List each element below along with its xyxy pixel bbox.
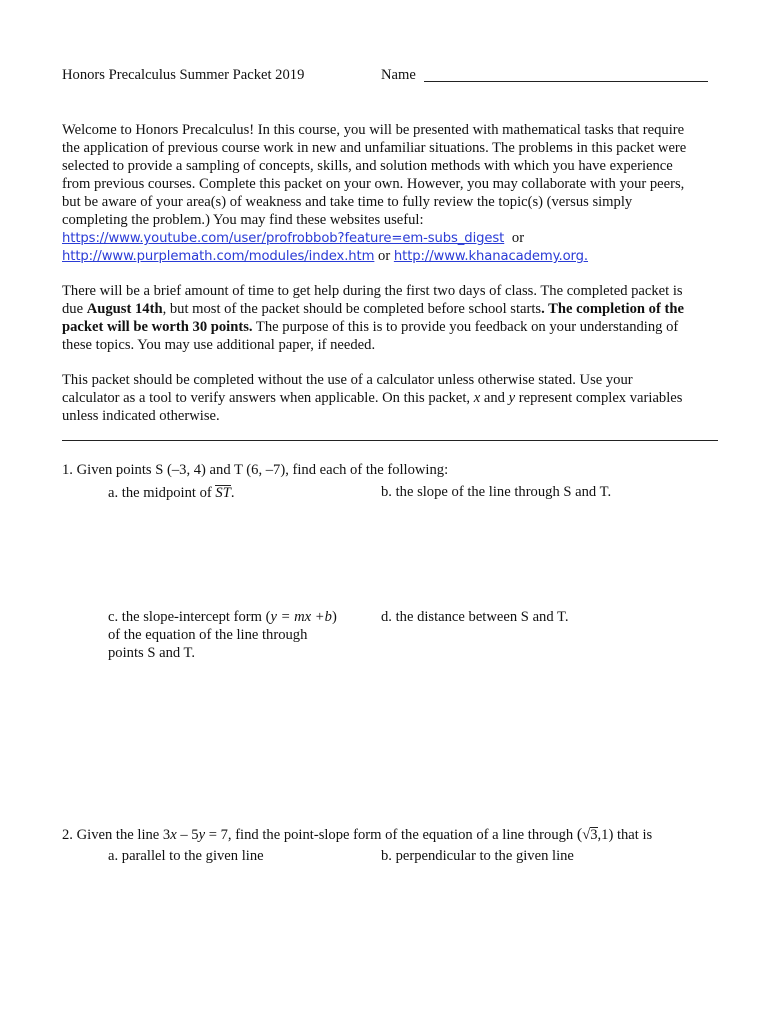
or-text: or — [378, 248, 391, 264]
text-span: = 7, find the point-slope form of the equation of a line through — [205, 827, 577, 843]
point-close: ,1) — [597, 827, 614, 843]
paragraph-line: There will be a brief amount of time to get help during the first two days of class. The completed packet is — [62, 283, 683, 299]
question-2-stem — [62, 826, 652, 844]
links-line-1 — [62, 229, 524, 248]
text-span: c. the slope-intercept form ( — [108, 609, 271, 625]
sqrt-sign: √ — [582, 827, 591, 843]
text-span: – 5 — [176, 827, 199, 843]
point-open: ( — [576, 826, 583, 843]
text-span: represent complex variables — [515, 390, 683, 406]
question-1b[interactable]: b. the slope of the line through S and T. — [381, 484, 612, 500]
paragraph-line — [62, 389, 682, 407]
intro-line: from previous courses. Complete this packet on your own. However, you may collaborate with your peers, — [62, 176, 685, 192]
purplemath-link[interactable]: http://www.purplemath.com/modules/index.htm — [62, 249, 375, 264]
youtube-link[interactable]: https://www.youtube.com/user/profrobbob?feature=em-subs_digest — [62, 231, 505, 246]
text-span: , but most of the packet should be completed before school starts — [162, 301, 542, 317]
paragraph-line: these topics. You may use additional paper, if needed. — [62, 337, 376, 353]
text-span: and — [480, 390, 509, 406]
text-span: . — [230, 485, 235, 501]
or-text: or — [511, 230, 525, 246]
packet-title: Honors Precalculus Summer Packet 2019 — [62, 67, 305, 83]
intro-line: but be aware of your area(s) of weakness and take time to fully review the topic(s) (versus simply — [62, 194, 633, 210]
var-y: y — [508, 390, 516, 406]
question-1a[interactable] — [108, 484, 235, 502]
text-span: The purpose of this is to provide you feedback on your understanding of — [252, 319, 679, 335]
intro-line: selected to provide a sampling of concepts, skills, and solution methods with which you have experience — [62, 158, 673, 174]
question-2b[interactable]: b. perpendicular to the given line — [381, 848, 574, 864]
question-1d[interactable]: d. the distance between S and T. — [381, 609, 569, 625]
text-span: 2. Given the line 3 — [62, 827, 171, 843]
question-1c-line: points S and T. — [108, 645, 196, 661]
text-span: that is — [613, 827, 653, 843]
question-1c-line: of the equation of the line through — [108, 627, 308, 643]
text-span: calculator as a tool to verify answers when applicable. On this packet, — [62, 390, 474, 406]
sqrt-radicand: 3 — [590, 827, 598, 843]
intro-line: completing the problem.) You may find these websites useful: — [62, 212, 424, 228]
paragraph-line — [62, 318, 678, 336]
points-worth: packet will be worth 30 points. — [62, 319, 253, 335]
text-span: due — [62, 301, 87, 317]
intro-line: Welcome to Honors Precalculus! In this course, you will be presented with mathematical tasks that require — [62, 122, 685, 138]
question-1-stem: 1. Given points S (–3, 4) and T (6, –7), find each of the following: — [62, 462, 449, 478]
khanacademy-link[interactable]: http://www.khanacademy.org. — [393, 249, 589, 264]
links-line-2 — [62, 247, 588, 266]
question-2a[interactable]: a. parallel to the given line — [108, 848, 264, 864]
var-x: x — [473, 390, 481, 406]
intro-line: the application of previous course work in new and unfamiliar situations. The problems in this packet were — [62, 140, 687, 156]
due-date: August 14th — [86, 301, 163, 317]
paragraph-line — [62, 300, 684, 318]
text-span: ) — [331, 609, 337, 625]
section-divider — [62, 440, 718, 441]
bold-text: . The completion of the — [541, 301, 684, 317]
segment-st: ST — [215, 485, 231, 501]
formula: y = mx +b — [270, 609, 332, 625]
text-span: a. the midpoint of — [108, 485, 216, 501]
name-label-text: Name — [381, 67, 416, 83]
paragraph-line: unless indicated otherwise. — [62, 408, 220, 424]
name-label — [381, 66, 416, 84]
var-y: y — [198, 827, 206, 843]
var-x: x — [170, 827, 177, 843]
name-blank-line[interactable] — [424, 81, 708, 82]
paragraph-line: This packet should be completed without the use of a calculator unless otherwise stated. Use your — [62, 372, 633, 388]
question-1c[interactable] — [108, 608, 337, 626]
